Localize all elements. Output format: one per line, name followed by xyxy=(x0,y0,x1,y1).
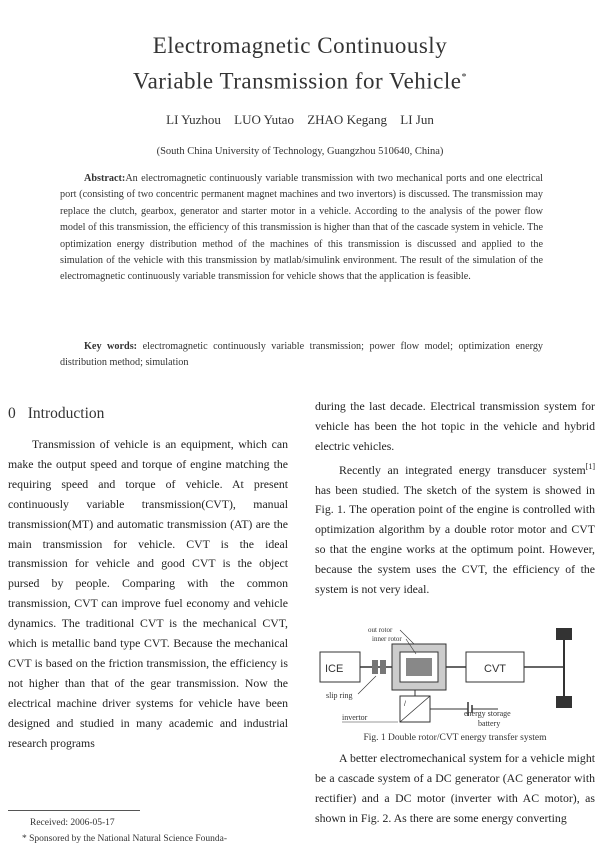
title-line-1: Electromagnetic Continuously xyxy=(152,33,448,58)
footnote-divider xyxy=(8,810,140,811)
right-column xyxy=(315,397,595,600)
keywords-label: Key words: xyxy=(84,341,138,352)
keywords-text: electromagnetic continuously variable transmission; power flow model; optimization energy distribution method; simulation xyxy=(60,341,544,369)
title-footnote-mark: * xyxy=(461,72,467,83)
inner-rotor-core xyxy=(406,658,432,676)
author-list xyxy=(0,112,600,128)
author: LI Yuzhou xyxy=(166,112,221,127)
section-number: 0 xyxy=(8,405,16,422)
section-heading xyxy=(8,405,104,423)
ice-label: ICE xyxy=(325,663,344,675)
section-title: Introduction xyxy=(27,405,105,422)
paragraph-text: Recently an integrated energy transducer system xyxy=(339,462,586,477)
slip-ring xyxy=(380,660,386,674)
paragraph: Transmission of vehicle is an equipment, which can make the output speed and torque of engine matching the requiring speed and torque of vehicle. At present continuously variable transmission(CVT), manual transmission(MT) and automatic transmission (AT) are the main transmission for vehicle. CVT is the ideal transmission for vehicle and good CVT is the object pursed by people. Comparing with the common transmission, CVT can improve fuel economy and vehicle dynamics. The traditional CVT is the mechanical CVT, which is metallic band type CVT. Because the mechanical CVT is based on the friction transmission, the efficiency is not higher than that of the gear transmission. Now the electrical machine driver systems for vehicle have been designed and studied in many academic and industrial research programs xyxy=(8,437,288,750)
abstract-text: An electromagnetic continuously variable transmission with two mechanical ports and one electrical port (consisting of two concentric permanent magnet machines and two invertors) is discussed. The transmission may replace the clutch, gearbox, generator and starter motor in a vehicle. According to the analysis of the power flow model of this transmission, the efficiency of this transmission is higher than that of the cascade system in vehicle. The optimization energy distribution method of the machines of this transmission is discussed and applied to the simulation of the vehicle with this transmission by matlab/simulink environment. The result of the simulation of the electromagnetic continuously variable transmission for vehicle shows that the application is feasible. xyxy=(60,173,543,283)
paragraph xyxy=(315,457,595,600)
paragraph-text: has been studied. The sketch of the system is showed in Fig. 1. The operation point of the engine is controlled with optimization algorithm by a double rotor motor and CVT so that the engine works at the optimum point. However, because the system uses the CVT, the efficiency of the system is not very ideal. xyxy=(315,482,595,597)
author: LI Jun xyxy=(400,112,434,127)
paper-title xyxy=(0,30,600,98)
title-line-2 xyxy=(0,62,600,98)
author: ZHAO Kegang xyxy=(307,112,388,127)
slip-ring xyxy=(372,660,378,674)
wheel xyxy=(556,696,572,708)
leader-line xyxy=(400,630,414,644)
keywords xyxy=(60,339,543,372)
right-column-continued xyxy=(315,749,595,829)
leader-line xyxy=(358,676,376,694)
footnote-received: Received: 2006-05-17 xyxy=(30,818,115,828)
figure-1-diagram xyxy=(318,622,594,730)
inverter-symbol xyxy=(400,696,430,722)
label-inner-rotor: inner rotor xyxy=(372,635,402,643)
figure-caption: Fig. 1 Double rotor/CVT energy transfer system xyxy=(363,733,547,743)
author: LUO Yutao xyxy=(234,112,294,127)
label-energy-storage: energy storage xyxy=(464,709,511,718)
citation-ref: [1] xyxy=(585,461,595,471)
footnote-sponsored: * Sponsored by the National Natural Science Founda- xyxy=(22,834,227,844)
paragraph: A better electromechanical system for a vehicle might be a cascade system of a DC generator (AC generator with rectifier) and a DC motor (inverter with AC motor), as shown in Fig. 2. As there are some energy converting xyxy=(315,751,595,825)
abstract-label: Abstract: xyxy=(84,173,126,184)
label-battery: battery xyxy=(478,719,501,728)
wheel xyxy=(556,628,572,640)
label-out-rotor: out rotor xyxy=(368,626,393,634)
paragraph: during the last decade. Electrical transmission system for vehicle has been the hot topic in the vehicle and hybrid electric vehicles. xyxy=(315,399,595,453)
abstract xyxy=(60,171,543,286)
left-column xyxy=(8,435,288,754)
cvt-label: CVT xyxy=(484,663,506,675)
affiliation: (South China University of Technology, Guangzhou 510640, China) xyxy=(156,146,444,157)
label-invertor: invertor xyxy=(342,713,368,722)
label-slip-ring: slip ring xyxy=(326,691,353,700)
inverter-symbol-dc: / xyxy=(404,701,406,708)
title-line-2-text: Variable Transmission for Vehicle xyxy=(133,68,462,94)
